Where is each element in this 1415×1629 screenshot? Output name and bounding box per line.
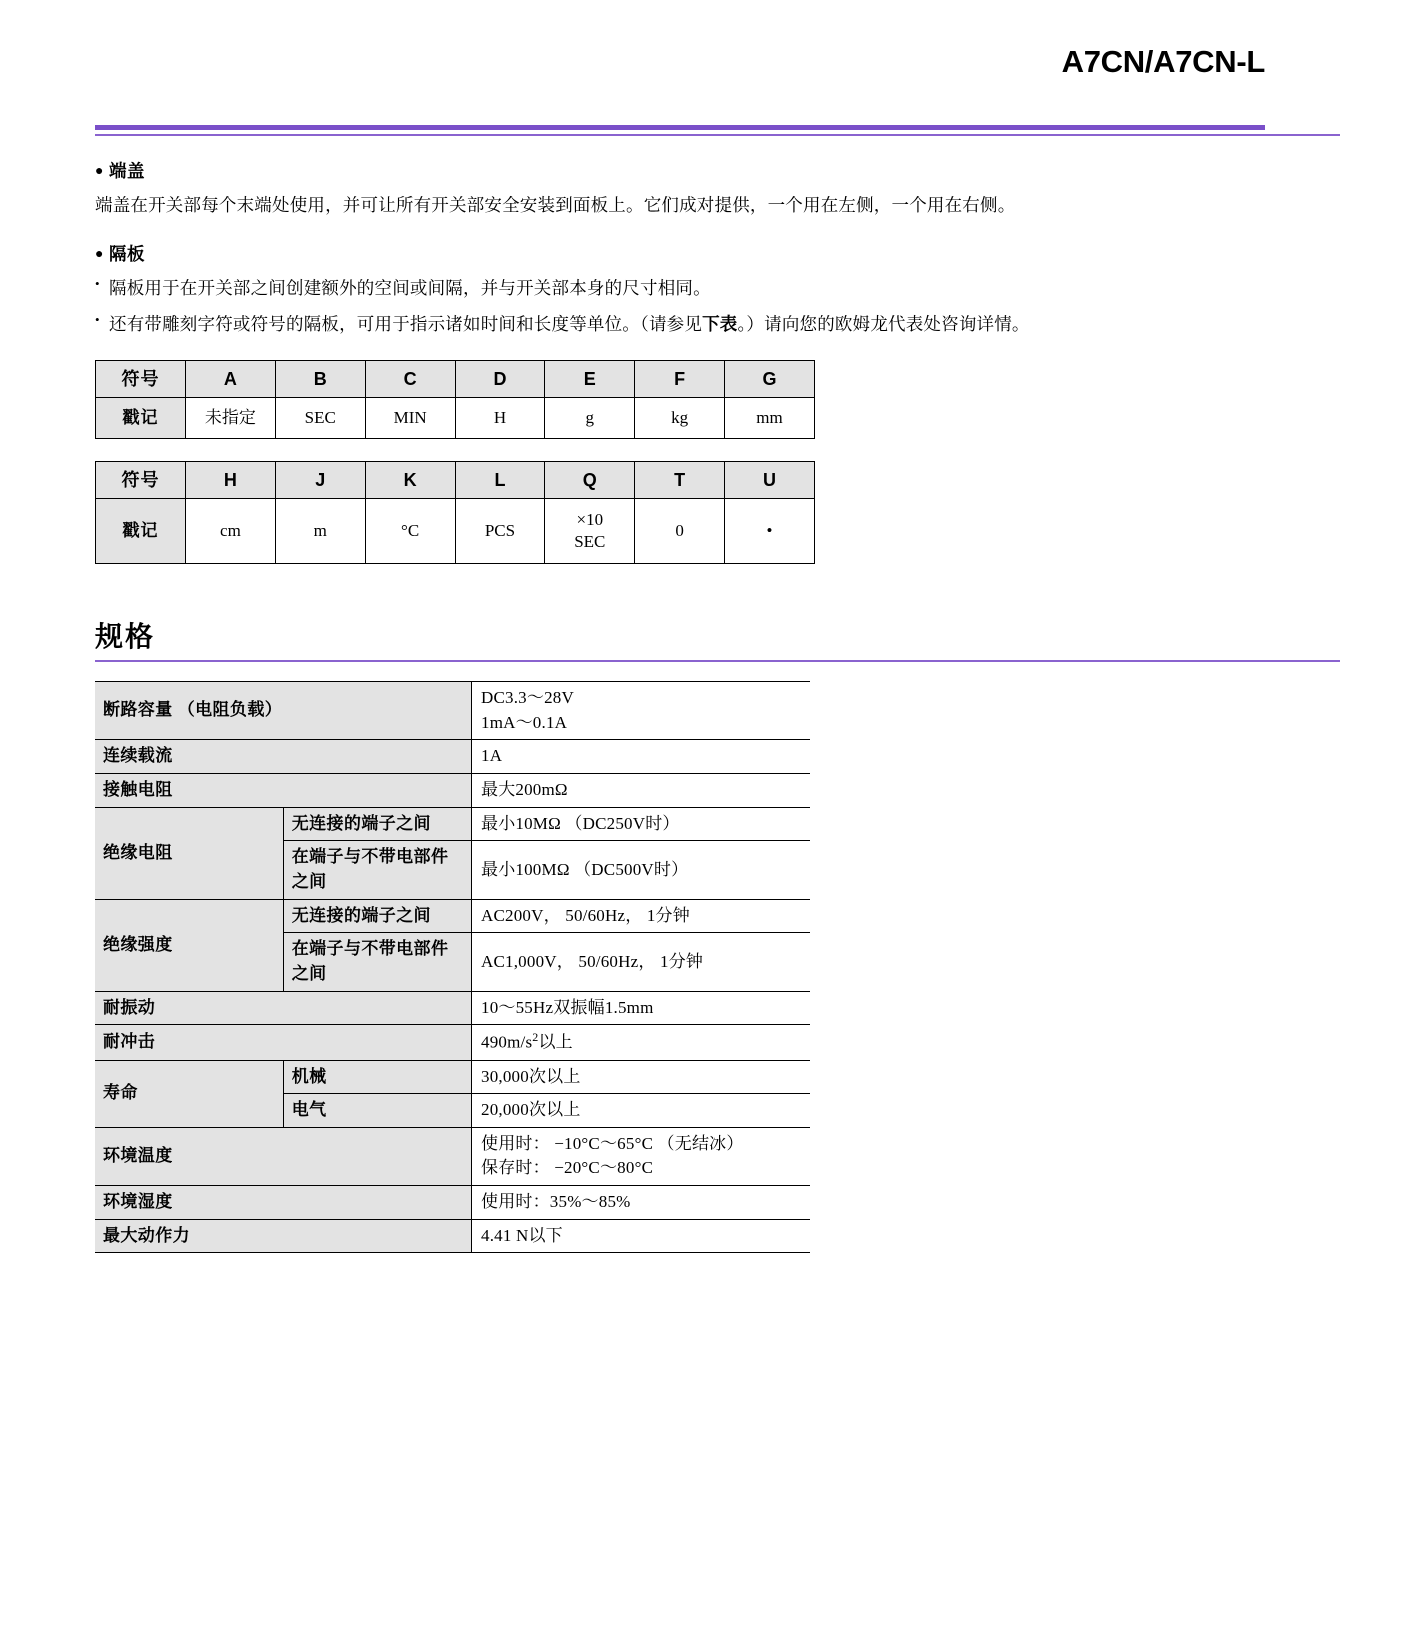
section-heading-label: 隔板 (108, 243, 145, 264)
specifications-content (95, 681, 1415, 1253)
page-title: A7CN/A7CN-L (1061, 44, 1265, 79)
symbol-cell: Q (545, 461, 635, 498)
spec-key: 连续载流 (95, 740, 472, 774)
bullet-dot-icon: ● (95, 162, 104, 178)
stamp-cell (545, 498, 635, 563)
stamp-cell: 0 (635, 498, 725, 563)
table-row (95, 807, 810, 841)
spec-value-prefix: 490m/s (481, 1032, 533, 1052)
specifications-heading: 规格 (95, 620, 156, 652)
stamp-cell: mm (725, 397, 815, 438)
stamp-cell: • (725, 498, 815, 563)
document-header (0, 0, 1415, 77)
spec-value: 1A (472, 740, 811, 774)
spec-value: 使用时：35%～85% (472, 1186, 811, 1220)
symbol-cell: L (455, 461, 545, 498)
spec-key: 寿命 (95, 1060, 283, 1127)
spec-value: 4.41 N以下 (472, 1219, 811, 1253)
spec-key: 绝缘强度 (95, 899, 283, 991)
stamp-cell-line1: ×10 (576, 509, 604, 529)
table-row (96, 498, 815, 563)
symbol-cell: J (275, 461, 365, 498)
table-row (96, 461, 815, 498)
spec-value-line: 1mA～0.1A (481, 712, 568, 732)
stamp-cell: H (455, 397, 545, 438)
spec-value (472, 1025, 811, 1060)
spec-value-line: 使用时： −10°C～65°C （无结冰） (481, 1133, 744, 1153)
table-row (95, 1025, 810, 1060)
stamp-cell: 未指定 (186, 397, 276, 438)
table-row (96, 397, 815, 438)
table-row (95, 774, 810, 808)
symbol-row-label: 符号 (96, 461, 186, 498)
symbol-cell: H (186, 461, 276, 498)
list-item-text-part-b: 。）请向您的欧姆龙代表处咨询详情。 (737, 313, 1030, 334)
spec-subkey: 在端子与不带电部件之间 (283, 841, 471, 899)
section-heading-separator (95, 243, 1265, 266)
stamp-cell: PCS (455, 498, 545, 563)
spec-value (472, 1127, 811, 1185)
section-list-item (95, 311, 1265, 338)
document-content (95, 160, 1415, 653)
table-row (95, 1060, 810, 1094)
stamp-cell: SEC (275, 397, 365, 438)
spec-value-suffix: 以上 (538, 1032, 573, 1052)
table-row (95, 1219, 810, 1253)
symbol-cell: U (725, 461, 815, 498)
header-divider-thick (95, 125, 1265, 130)
spec-key: 环境温度 (95, 1127, 472, 1185)
section-heading-end-cover (95, 160, 1265, 183)
stamp-cell: kg (635, 397, 725, 438)
table-row (95, 740, 810, 774)
symbol-table-1 (95, 360, 815, 439)
stamp-cell: m (275, 498, 365, 563)
stamp-cell: MIN (365, 397, 455, 438)
table-row (95, 991, 810, 1025)
spec-subkey: 电气 (283, 1094, 471, 1128)
symbol-cell: D (455, 360, 545, 397)
symbol-table-2 (95, 461, 815, 564)
spec-key: 绝缘电阻 (95, 807, 283, 899)
spec-value: 30,000次以上 (472, 1060, 811, 1094)
section-heading-label: 端盖 (108, 161, 145, 181)
spec-value-line: DC3.3～28V (481, 688, 574, 708)
specifications-divider (95, 660, 1340, 663)
symbol-cell: E (545, 360, 635, 397)
spec-key: 断路容量 （电阻负载） (95, 682, 472, 740)
header-divider-thin (95, 134, 1340, 136)
spec-value: AC1,000V， 50/60Hz， 1分钟 (472, 933, 811, 991)
table-row (95, 899, 810, 933)
stamp-row-label: 戳记 (96, 397, 186, 438)
stamp-cell: °C (365, 498, 455, 563)
symbol-cell: F (635, 360, 725, 397)
spec-value: AC200V， 50/60Hz， 1分钟 (472, 899, 811, 933)
symbol-cell: K (365, 461, 455, 498)
spec-key: 耐振动 (95, 991, 472, 1025)
stamp-cell: cm (186, 498, 276, 563)
table-row (96, 360, 815, 397)
spec-subkey: 无连接的端子之间 (283, 807, 471, 841)
spec-value: 10～55Hz双振幅1.5mm (472, 991, 811, 1025)
spec-value-line: 保存时： −20°C～80°C (481, 1158, 654, 1178)
spec-value: 最小100MΩ （DC500V时） (472, 841, 811, 899)
section-list-item: • 隔板用于在开关部之间创建额外的空间或间隔，并与开关部本身的尺寸相同。 (95, 275, 1265, 302)
spec-key: 环境湿度 (95, 1186, 472, 1220)
spec-key: 耐冲击 (95, 1025, 472, 1060)
stamp-cell: g (545, 397, 635, 438)
stamp-cell-line2: SEC (574, 531, 606, 551)
spec-subkey: 无连接的端子之间 (283, 899, 471, 933)
spec-value: 最小10MΩ （DC250V时） (472, 807, 811, 841)
specifications-table (95, 681, 810, 1253)
table-row (95, 682, 810, 740)
bullet-dot-icon: ● (95, 244, 104, 261)
spec-value: 20,000次以上 (472, 1094, 811, 1128)
symbol-cell: C (365, 360, 455, 397)
table-row (95, 1127, 810, 1185)
symbol-cell: T (635, 461, 725, 498)
spec-key: 最大动作力 (95, 1219, 472, 1253)
spec-subkey: 在端子与不带电部件之间 (283, 933, 471, 991)
table-row (95, 1186, 810, 1220)
spec-key: 接触电阻 (95, 774, 472, 808)
spec-value: 最大200mΩ (472, 774, 811, 808)
spec-value-superscript: 2 (532, 1030, 539, 1045)
symbol-cell: A (186, 360, 276, 397)
stamp-row-label: 戳记 (96, 498, 186, 563)
spec-value (472, 682, 811, 740)
symbol-row-label: 符号 (96, 360, 186, 397)
spec-subkey: 机械 (283, 1060, 471, 1094)
list-item-bold-phrase: 下表 (702, 313, 738, 334)
symbol-cell: B (275, 360, 365, 397)
symbol-cell: G (725, 360, 815, 397)
list-item-text-part-a: 还有带雕刻字符或符号的隔板，可用于指示诸如时间和长度等单位。（请参见 (109, 313, 703, 334)
section-paragraph-end-cover: 端盖在开关部每个末端处使用，并可让所有开关部安全安装到面板上。它们成对提供，一个用在左侧，一个用在右侧。 (95, 194, 1016, 215)
